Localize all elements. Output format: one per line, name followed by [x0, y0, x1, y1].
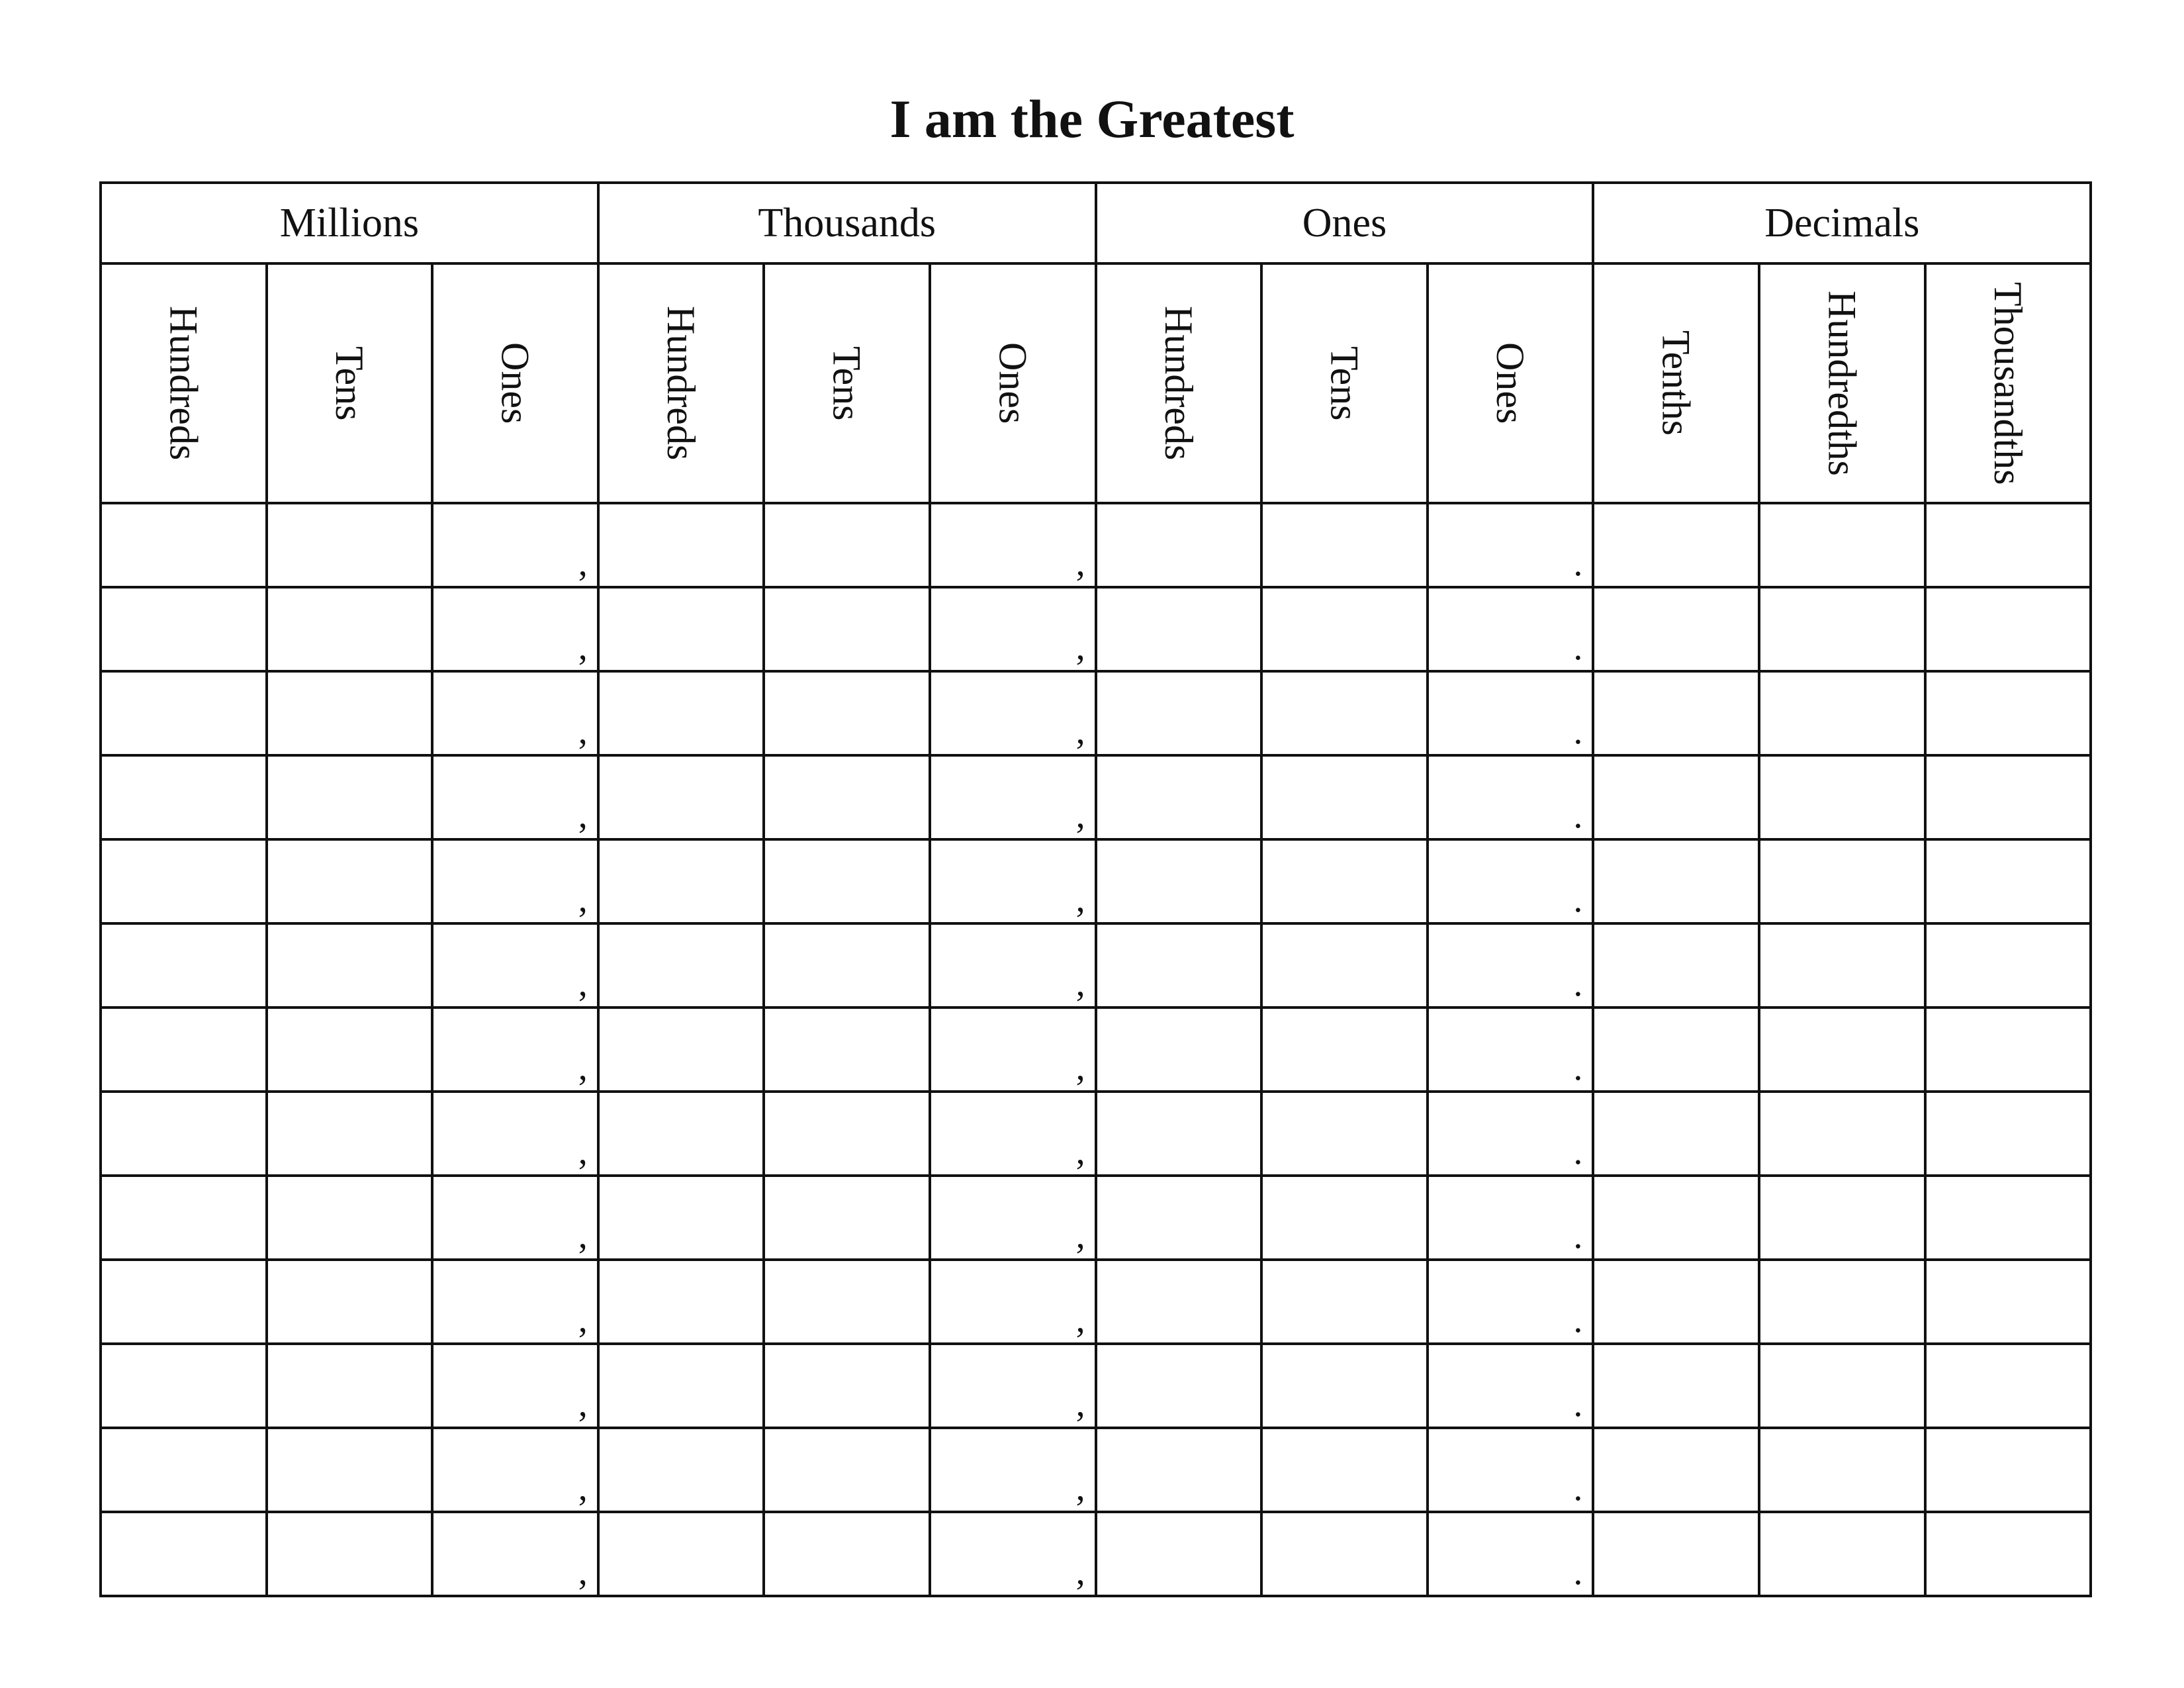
entry-cell[interactable] — [267, 1260, 433, 1344]
entry-cell[interactable] — [267, 1008, 433, 1092]
entry-cell[interactable] — [101, 839, 267, 923]
entry-cell[interactable] — [1261, 1176, 1428, 1260]
comma-separator: , — [1075, 963, 1085, 1004]
entry-cell[interactable] — [101, 1260, 267, 1344]
entry-cell[interactable] — [101, 923, 267, 1008]
entry-cell[interactable] — [432, 587, 598, 671]
entry-cell[interactable] — [598, 755, 764, 839]
entry-cell[interactable] — [1428, 923, 1594, 1008]
comma-separator: , — [1075, 711, 1085, 752]
entry-cell[interactable] — [101, 1008, 267, 1092]
decimal-point: . — [1573, 879, 1583, 920]
entry-cell[interactable] — [267, 671, 433, 755]
place-header — [1925, 263, 2091, 503]
entry-cell[interactable] — [1428, 503, 1594, 587]
place-label: Ones — [1488, 342, 1533, 424]
entry-rows — [101, 503, 2091, 1596]
entry-cell[interactable] — [1925, 671, 2091, 755]
table-row — [101, 503, 2091, 587]
comma-separator: , — [578, 1131, 588, 1172]
entry-cell[interactable] — [267, 1176, 433, 1260]
place-label: Thousandths — [1985, 281, 2030, 485]
entry-cell[interactable] — [101, 1512, 267, 1596]
entry-cell[interactable] — [1759, 1092, 1925, 1176]
decimal-point: . — [1573, 1215, 1583, 1256]
decimal-point: . — [1573, 963, 1583, 1004]
table-row — [101, 839, 2091, 923]
entry-cell[interactable] — [598, 503, 764, 587]
comma-separator: , — [1075, 1383, 1085, 1425]
entry-cell[interactable] — [432, 923, 598, 1008]
comma-separator: , — [578, 1552, 588, 1593]
entry-cell[interactable] — [1096, 839, 1262, 923]
entry-cell[interactable] — [1261, 1428, 1428, 1512]
place-header — [1428, 263, 1594, 503]
entry-cell[interactable] — [764, 503, 930, 587]
entry-cell[interactable] — [930, 1260, 1096, 1344]
entry-cell[interactable] — [101, 671, 267, 755]
entry-cell[interactable] — [267, 923, 433, 1008]
entry-cell[interactable] — [930, 839, 1096, 923]
entry-cell[interactable] — [1096, 671, 1262, 755]
entry-cell[interactable] — [598, 1092, 764, 1176]
entry-cell[interactable] — [598, 1512, 764, 1596]
entry-cell[interactable] — [930, 671, 1096, 755]
place-header — [101, 263, 267, 503]
entry-cell[interactable] — [1593, 587, 1759, 671]
entry-cell[interactable] — [1925, 755, 2091, 839]
entry-cell[interactable] — [432, 1344, 598, 1428]
entry-cell[interactable] — [267, 1512, 433, 1596]
entry-cell[interactable] — [1593, 1512, 1759, 1596]
entry-cell[interactable] — [764, 923, 930, 1008]
entry-cell[interactable] — [1261, 1512, 1428, 1596]
entry-cell[interactable] — [432, 755, 598, 839]
decimal-point: . — [1573, 1468, 1583, 1509]
entry-cell[interactable] — [432, 1008, 598, 1092]
entry-cell[interactable] — [1261, 923, 1428, 1008]
comma-separator: , — [578, 627, 588, 668]
entry-cell[interactable] — [1759, 671, 1925, 755]
entry-cell[interactable] — [1593, 1092, 1759, 1176]
entry-cell[interactable] — [1428, 671, 1594, 755]
place-header — [1261, 263, 1428, 503]
table-row — [101, 587, 2091, 671]
entry-cell[interactable] — [101, 1428, 267, 1512]
place-label: Ones — [493, 342, 537, 424]
entry-cell[interactable] — [101, 503, 267, 587]
entry-cell[interactable] — [764, 587, 930, 671]
comma-separator: , — [578, 879, 588, 920]
entry-cell[interactable] — [1261, 1344, 1428, 1428]
place-label: Ones — [991, 342, 1035, 424]
comma-separator: , — [1075, 1552, 1085, 1593]
entry-cell[interactable] — [930, 1344, 1096, 1428]
entry-cell[interactable] — [1428, 1344, 1594, 1428]
entry-cell[interactable] — [1925, 923, 2091, 1008]
place-header — [432, 263, 598, 503]
entry-cell[interactable] — [764, 1092, 930, 1176]
table-row — [101, 1512, 2091, 1596]
decimal-point: . — [1573, 627, 1583, 668]
decimal-point: . — [1573, 1047, 1583, 1088]
place-label: Hundreds — [161, 306, 206, 461]
entry-cell[interactable] — [1261, 1008, 1428, 1092]
entry-cell[interactable] — [1593, 923, 1759, 1008]
entry-cell[interactable] — [1759, 923, 1925, 1008]
entry-cell[interactable] — [432, 671, 598, 755]
entry-cell[interactable] — [432, 1176, 598, 1260]
entry-cell[interactable] — [1428, 1260, 1594, 1344]
entry-cell[interactable] — [267, 755, 433, 839]
comma-separator: , — [578, 1215, 588, 1256]
entry-cell[interactable] — [1096, 923, 1262, 1008]
entry-cell[interactable] — [1096, 1176, 1262, 1260]
place-header — [267, 263, 433, 503]
table-row — [101, 1008, 2091, 1092]
entry-cell[interactable] — [1096, 1428, 1262, 1512]
entry-cell[interactable] — [101, 1176, 267, 1260]
place-header — [930, 263, 1096, 503]
entry-cell[interactable] — [1096, 503, 1262, 587]
entry-cell[interactable] — [1096, 587, 1262, 671]
entry-cell[interactable] — [267, 839, 433, 923]
comma-separator: , — [1075, 1131, 1085, 1172]
entry-cell[interactable] — [1759, 839, 1925, 923]
comma-separator: , — [578, 543, 588, 584]
place-label: Tenths — [1654, 330, 1698, 436]
entry-cell[interactable] — [267, 1092, 433, 1176]
place-header — [1759, 263, 1925, 503]
entry-cell[interactable] — [1261, 503, 1428, 587]
entry-cell[interactable] — [598, 1260, 764, 1344]
entry-cell[interactable] — [598, 839, 764, 923]
entry-cell[interactable] — [1096, 1512, 1262, 1596]
entry-cell[interactable] — [1593, 1008, 1759, 1092]
comma-separator: , — [1075, 1215, 1085, 1256]
entry-cell[interactable] — [1593, 671, 1759, 755]
entry-cell[interactable] — [1925, 1512, 2091, 1596]
entry-cell[interactable] — [598, 923, 764, 1008]
entry-cell[interactable] — [1096, 1092, 1262, 1176]
entry-cell[interactable] — [1759, 1344, 1925, 1428]
entry-cell[interactable] — [432, 1260, 598, 1344]
decimal-point: . — [1573, 1383, 1583, 1425]
entry-cell[interactable] — [432, 839, 598, 923]
entry-cell[interactable] — [764, 1428, 930, 1512]
entry-cell[interactable] — [1925, 1176, 2091, 1260]
entry-cell[interactable] — [930, 1512, 1096, 1596]
entry-cell[interactable] — [764, 1176, 930, 1260]
entry-cell[interactable] — [598, 671, 764, 755]
group-header-row — [101, 183, 2091, 263]
group-header-thousands: Thousands — [598, 183, 1096, 263]
entry-cell[interactable] — [1428, 1176, 1594, 1260]
table-row — [101, 1092, 2091, 1176]
entry-cell[interactable] — [764, 671, 930, 755]
comma-separator: , — [578, 795, 588, 836]
place-header-row — [101, 263, 2091, 503]
decimal-point: . — [1573, 1552, 1583, 1593]
entry-cell[interactable] — [930, 923, 1096, 1008]
entry-cell[interactable] — [1428, 1428, 1594, 1512]
entry-cell[interactable] — [1261, 755, 1428, 839]
entry-cell[interactable] — [1759, 755, 1925, 839]
entry-cell[interactable] — [1593, 839, 1759, 923]
group-header-decimals: Decimals — [1593, 183, 2091, 263]
entry-cell[interactable] — [598, 1176, 764, 1260]
entry-cell[interactable] — [1925, 587, 2091, 671]
entry-cell[interactable] — [1428, 587, 1594, 671]
table-row — [101, 923, 2091, 1008]
table-row — [101, 1428, 2091, 1512]
table-row — [101, 1260, 2091, 1344]
entry-cell[interactable] — [1925, 1260, 2091, 1344]
entry-cell[interactable] — [1593, 503, 1759, 587]
entry-cell[interactable] — [432, 503, 598, 587]
page-title: I am the Greatest — [889, 89, 1295, 149]
entry-cell[interactable] — [930, 587, 1096, 671]
entry-cell[interactable] — [432, 1512, 598, 1596]
comma-separator: , — [1075, 1299, 1085, 1340]
entry-cell[interactable] — [1096, 1008, 1262, 1092]
entry-cell[interactable] — [1759, 503, 1925, 587]
place-label: Hundredths — [1820, 291, 1864, 476]
decimal-point: . — [1573, 711, 1583, 752]
entry-cell[interactable] — [598, 1008, 764, 1092]
entry-cell[interactable] — [101, 1092, 267, 1176]
group-header-millions: Millions — [101, 183, 598, 263]
table-row — [101, 755, 2091, 839]
entry-cell[interactable] — [1096, 1260, 1262, 1344]
entry-cell[interactable] — [1593, 1260, 1759, 1344]
entry-cell[interactable] — [1925, 1092, 2091, 1176]
entry-cell[interactable] — [101, 755, 267, 839]
entry-cell[interactable] — [930, 1008, 1096, 1092]
entry-cell[interactable] — [598, 1344, 764, 1428]
entry-cell[interactable] — [1925, 839, 2091, 923]
table-row — [101, 1176, 2091, 1260]
entry-cell[interactable] — [1261, 1260, 1428, 1344]
decimal-point: . — [1573, 1131, 1583, 1172]
entry-cell[interactable] — [1925, 1428, 2091, 1512]
entry-cell[interactable] — [1593, 755, 1759, 839]
group-header-ones: Ones — [1096, 183, 1594, 263]
place-label: Tens — [1322, 346, 1367, 421]
entry-cell[interactable] — [598, 1428, 764, 1512]
comma-separator: , — [578, 1383, 588, 1425]
entry-cell[interactable] — [1096, 1344, 1262, 1428]
entry-cell[interactable] — [930, 1176, 1096, 1260]
comma-separator: , — [578, 1047, 588, 1088]
comma-separator: , — [1075, 1047, 1085, 1088]
entry-cell[interactable] — [101, 1344, 267, 1428]
entry-cell[interactable] — [764, 1260, 930, 1344]
entry-cell[interactable] — [267, 503, 433, 587]
entry-cell[interactable] — [1428, 839, 1594, 923]
entry-cell[interactable] — [1759, 1008, 1925, 1092]
entry-cell[interactable] — [764, 1008, 930, 1092]
entry-cell[interactable] — [267, 1428, 433, 1512]
decimal-point: . — [1573, 543, 1583, 584]
place-header — [1096, 263, 1262, 503]
comma-separator: , — [578, 1299, 588, 1340]
table-row — [101, 671, 2091, 755]
entry-cell[interactable] — [1096, 755, 1262, 839]
place-label: Hundreds — [659, 306, 704, 461]
entry-cell[interactable] — [1261, 671, 1428, 755]
entry-cell[interactable] — [930, 755, 1096, 839]
comma-separator: , — [578, 963, 588, 1004]
entry-cell[interactable] — [930, 1428, 1096, 1512]
entry-cell[interactable] — [1428, 1092, 1594, 1176]
entry-cell[interactable] — [1759, 587, 1925, 671]
place-header — [1593, 263, 1759, 503]
comma-separator: , — [1075, 1468, 1085, 1509]
place-header — [598, 263, 764, 503]
entry-cell[interactable] — [930, 1092, 1096, 1176]
entry-cell[interactable] — [1759, 1512, 1925, 1596]
entry-cell[interactable] — [101, 587, 267, 671]
entry-cell[interactable] — [764, 839, 930, 923]
comma-separator: , — [1075, 879, 1085, 920]
entry-cell[interactable] — [930, 503, 1096, 587]
place-value-chart — [99, 181, 2092, 1597]
entry-cell[interactable] — [267, 587, 433, 671]
place-label: Tens — [327, 346, 371, 421]
table-row — [101, 1344, 2091, 1428]
place-header — [764, 263, 930, 503]
entry-cell[interactable] — [1261, 1092, 1428, 1176]
comma-separator: , — [1075, 795, 1085, 836]
comma-separator: , — [578, 1468, 588, 1509]
entry-cell[interactable] — [1593, 1176, 1759, 1260]
entry-cell[interactable] — [1759, 1260, 1925, 1344]
decimal-point: . — [1573, 795, 1583, 836]
entry-cell[interactable] — [1759, 1428, 1925, 1512]
entry-cell[interactable] — [1428, 1008, 1594, 1092]
entry-cell[interactable] — [598, 587, 764, 671]
entry-cell[interactable] — [267, 1344, 433, 1428]
comma-separator: , — [578, 711, 588, 752]
entry-cell[interactable] — [1925, 1344, 2091, 1428]
entry-cell[interactable] — [432, 1428, 598, 1512]
comma-separator: , — [1075, 627, 1085, 668]
decimal-point: . — [1573, 1299, 1583, 1340]
entry-cell[interactable] — [1261, 839, 1428, 923]
entry-cell[interactable] — [1261, 587, 1428, 671]
entry-cell[interactable] — [1925, 503, 2091, 587]
entry-cell[interactable] — [764, 1344, 930, 1428]
entry-cell[interactable] — [1759, 1176, 1925, 1260]
entry-cell[interactable] — [432, 1092, 598, 1176]
entry-cell[interactable] — [1428, 1512, 1594, 1596]
entry-cell[interactable] — [764, 1512, 930, 1596]
place-label: Tens — [825, 346, 869, 421]
entry-cell[interactable] — [1925, 1008, 2091, 1092]
entry-cell[interactable] — [764, 755, 930, 839]
entry-cell[interactable] — [1428, 755, 1594, 839]
entry-cell[interactable] — [1593, 1428, 1759, 1512]
comma-separator: , — [1075, 543, 1085, 584]
entry-cell[interactable] — [1593, 1344, 1759, 1428]
place-label: Hundreds — [1156, 306, 1201, 461]
